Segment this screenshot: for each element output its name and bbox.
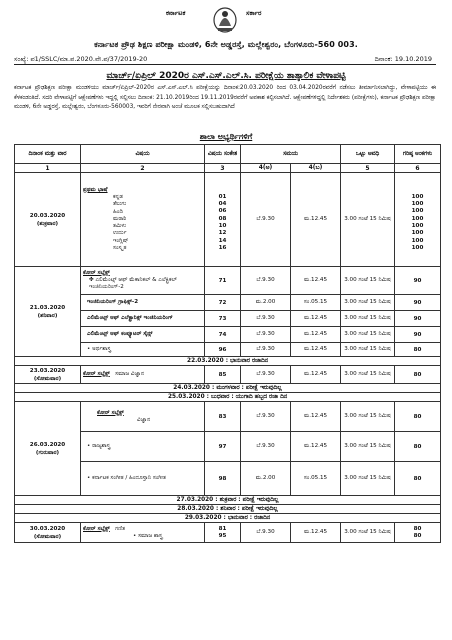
issue-date: ದಿನಾಂಕ: 19.10.2019 xyxy=(374,55,432,63)
divider xyxy=(14,64,436,65)
code: 04 xyxy=(218,201,227,208)
table-row xyxy=(15,267,441,295)
code: 16 xyxy=(218,244,227,251)
code: 83 xyxy=(205,402,241,432)
duration: 3.00 ಗಂಟೆ 15 ನಿಮಿಷ xyxy=(341,523,395,543)
marks: 100 xyxy=(411,215,424,222)
notice-paragraph: ಕರ್ನಾಟಕ ಪ್ರೌಢಶಿಕ್ಷಣ ಪರೀಕ್ಷಾ ಮಂಡಳಿಯು ಮಾರ್ಚ್/ಏಪ್ರಿಲ್-2020ರ ಎಸ್.ಎಸ್.ಎಲ್.ಸಿ ಪರೀಕ್ಷೆಯನ್ನು ದಿನಾಂಕ:20.03.2020 ರಿಂದ 03.04.2020ರವರೆಗೆ ನಡೆಸಲು ತೀರ್ಮಾನಿಸಲಾಗಿದ್ದು, ವೇಳಾಪಟ್ಟಿಯು ಈ ಕೆಳಕಂಡಂತಿದೆ. ಸದರಿ ವೇಳಾಪಟ್ಟಿಗೆ ಆಕ್ಷೇಪಣೆಗಳು ಇದ್ದಲ್ಲಿ ಸಲ್ಲಿಸಲು ದಿನಾಂಕ: 21.10.2019ರಿಂದ 19.11.2019ರವರೆಗೆ ಅವಕಾಶ ಕಲ್ಪಿಸಲಾಗಿದೆ. ಆಕ್ಷೇಪಣೆಗಳಿದ್ದಲ್ಲಿ ನಿರ್ದೇಶಕರು (ಪರೀಕ್ಷೆಗಳು), ಕರ್ನಾಟಕ ಪ್ರೌಢಶಿಕ್ಷಣ ಪರೀಕ್ಷಾ ಮಂಡಳಿ, 6ನೇ ಅಡ್ಡರಸ್ತೆ, ಮಲ್ಲೇಶ್ವರಂ, ಬೆಂಗಳೂರು-560003, ಇವರಿಗೆ ನೇರವಾಗಿ ಅಂಚೆ ಮೂಲಕ ಸಲ್ಲಿಸಬಹುದಾಗಿದೆ xyxy=(14,85,436,111)
table-row xyxy=(15,173,441,267)
holiday-text: 24.03.2020 : ಮಂಗಳವಾರ : ಪರೀಕ್ಷೆ ಇರುವುದಿಲ್ಲ xyxy=(15,384,441,393)
subject-cell xyxy=(81,173,205,267)
subject-cell xyxy=(81,267,205,295)
marks: 90 xyxy=(395,295,441,311)
col-num: 4(ಅ) xyxy=(241,164,291,173)
date-cell xyxy=(15,402,81,496)
end-time: ಸಂ.05.15 xyxy=(291,462,341,496)
start-time: ಬೆ.9.30 xyxy=(241,366,291,384)
subject-cell xyxy=(81,366,205,384)
holiday-text: 28.03.2020 : ಶನಿವಾರ : ಪರೀಕ್ಷೆ ಇರುವುದಿಲ್ಲ xyxy=(15,505,441,514)
table-row xyxy=(15,523,441,543)
holiday-row xyxy=(15,514,441,523)
subject: ಇಂಗ್ಲಿಷ್ xyxy=(113,237,129,244)
code: 06 xyxy=(218,208,227,215)
marks: 80 xyxy=(413,532,422,539)
code: 73 xyxy=(205,311,241,327)
end-time: ಮ.12.45 xyxy=(291,523,341,543)
code: 71 xyxy=(205,267,241,295)
marks-cell xyxy=(395,523,441,543)
marks: 100 xyxy=(411,208,424,215)
day: (ಶುಕ್ರವಾರ) xyxy=(36,220,59,227)
state-emblem-icon xyxy=(210,4,240,34)
marks: 80 xyxy=(413,525,422,532)
day: (ಗುರುವಾರ) xyxy=(35,449,60,456)
start-time: ಬೆ.9.30 xyxy=(241,523,291,543)
reference-number: ಸಂಖ್ಯೆ: ಪ1/SSLC/ಮಾ.ಪ.2020.ವೇ.ಪ/37/2019-20 xyxy=(14,55,148,63)
section-subtitle: ಶಾಲಾ ಅಭ್ಯರ್ಥಿಗಳಿಗೆ xyxy=(199,132,253,141)
marks: 90 xyxy=(395,267,441,295)
holiday-text: 22.03.2020 : ಭಾನುವಾರ ರಜಾದಿನ xyxy=(15,357,441,366)
start-time: ಬೆ.9.30 xyxy=(241,311,291,327)
duration: 3.00 ಗಂಟೆ 15 ನಿಮಿಷ xyxy=(341,327,395,343)
date: 23.03.2020 xyxy=(29,367,66,374)
government-label-left: ಕರ್ನಾಟಕ xyxy=(166,9,186,17)
subject: ✤ ಎಲಿಮೆಂಟ್ಸ್ ಆಫ್ ಮೆಕಾನಿಕಲ್ & ಎಲೆಕ್ಟ್ರಿಕಲ್ ಇಂಜಿನಿಯರಿಂಗ್-2 xyxy=(89,277,177,290)
code: 74 xyxy=(205,327,241,343)
code: 96 xyxy=(205,343,241,357)
subject: ತಮಿಳು xyxy=(113,223,127,230)
marks: 80 xyxy=(395,402,441,432)
subject: • ಅರ್ಥಶಾಸ್ತ್ರ xyxy=(81,343,205,357)
subject: ಹಿಂದಿ xyxy=(113,208,123,215)
col-num: 5 xyxy=(341,164,395,173)
holiday-row xyxy=(15,496,441,505)
header-subject: ವಿಷಯ xyxy=(81,145,205,164)
marks: 100 xyxy=(411,201,424,208)
duration: 3.00 ಗಂಟೆ 15 ನಿಮಿಷ xyxy=(341,462,395,496)
duration: 3.00 ಗಂಟೆ 15 ನಿಮಿಷ xyxy=(341,402,395,432)
day: (ಶನಿವಾರ) xyxy=(37,312,58,319)
marks: 100 xyxy=(411,244,424,251)
date: 21.03.2020 xyxy=(29,304,66,311)
end-time: ಸಂ.05.15 xyxy=(291,295,341,311)
document-title: ಮಾರ್ಚ್/ಏಪ್ರಿಲ್ 2020ರ ಎಸ್.ಎಸ್.ಎಲ್.ಸಿ. ಪರೀಕ್ಷೆಯ ತಾತ್ಕಾಲಿಕ ವೇಳಾಪಟ್ಟಿ xyxy=(106,71,346,81)
section-heading: ಕೋರ್ ಸಬ್ಜೆಕ್ಟ್ xyxy=(83,270,110,276)
marks: 100 xyxy=(411,237,424,244)
col-num: 4(ಬ) xyxy=(291,164,341,173)
col-num: 6 xyxy=(395,164,441,173)
code: 08 xyxy=(218,215,227,222)
header-time: ಸಮಯ xyxy=(241,145,341,164)
table-row xyxy=(15,366,441,384)
government-label-right: ಸರ್ಕಾರ xyxy=(246,9,262,17)
subject-cell xyxy=(81,402,205,432)
subject: ಕನ್ನಡ xyxy=(113,193,123,200)
date-cell xyxy=(15,173,81,267)
marks-cell xyxy=(395,173,441,267)
date-cell xyxy=(15,267,81,357)
code: 14 xyxy=(218,237,227,244)
col-num: 1 xyxy=(15,164,81,173)
duration: 3.00 ಗಂಟೆ 15 ನಿಮಿಷ xyxy=(341,173,395,267)
table-row xyxy=(15,402,441,432)
marks: 100 xyxy=(411,193,424,200)
subject: ಉರ್ದು xyxy=(113,230,127,237)
start-time: ಬೆ.9.30 xyxy=(241,402,291,432)
end-time: ಮ.12.45 xyxy=(291,343,341,357)
section-heading: ಪ್ರಥಮ ಭಾಷೆ xyxy=(83,186,108,193)
table-header-row xyxy=(15,145,441,164)
code-cell xyxy=(205,173,241,267)
header-marks: ಗರಿಷ್ಠ ಅಂಕಗಳು xyxy=(395,145,441,164)
subject: ಎಲಿಮೆಂಟ್ಸ್ ಆಫ್ ಎಲೆಕ್ಟ್ರಾನಿಕ್ಸ್ ಇಂಜಿನಿಯರಿಂಗ್ xyxy=(81,311,205,327)
code: 95 xyxy=(218,532,227,539)
subject: ಇಂಜಿನಿಯರಿಂಗ್ ಗ್ರಾಫಿಕ್ಸ್-2 xyxy=(81,295,205,311)
marks: 100 xyxy=(411,223,424,229)
end-time: ಮ.12.45 xyxy=(291,366,341,384)
marks: 80 xyxy=(395,432,441,462)
col-num: 3 xyxy=(205,164,241,173)
start-time: ಮ.2.00 xyxy=(241,295,291,311)
holiday-row xyxy=(15,505,441,514)
timetable xyxy=(14,144,441,543)
subject: ಸಮಾಜ ವಿಜ್ಞಾನ xyxy=(115,371,145,377)
marks: 80 xyxy=(395,462,441,496)
marks: 90 xyxy=(395,327,441,343)
column-number-row xyxy=(15,164,441,173)
subject: ಸಂಸ್ಕೃತ xyxy=(113,245,127,252)
date: 20.03.2020 xyxy=(29,212,66,219)
code: 01 xyxy=(218,193,227,200)
start-time: ಬೆ.9.30 xyxy=(241,343,291,357)
code: 72 xyxy=(205,295,241,311)
end-time: ಮ.12.45 xyxy=(291,267,341,295)
subject: ಮರಾಠಿ xyxy=(113,215,127,222)
board-address: ಕರ್ನಾಟಕ ಪ್ರೌಢ ಶಿಕ್ಷಣ ಪರೀಕ್ಷಾ ಮಂಡಳಿ, 6ನೇ ಅಡ್ಡರಸ್ತೆ, ಮಲ್ಲೇಶ್ವರಂ, ಬೆಂಗಳೂರು-560 003. xyxy=(94,40,358,49)
duration: 3.00 ಗಂಟೆ 15 ನಿಮಿಷ xyxy=(341,267,395,295)
subject: • ರಾಜ್ಯಶಾಸ್ತ್ರ xyxy=(81,432,205,462)
date: 26.03.2020 xyxy=(29,441,66,448)
code: 10 xyxy=(218,223,227,229)
start-time: ಬೆ.9.30 xyxy=(241,327,291,343)
subject: • ಸಮಾಜ ಶಾಸ್ತ್ರ xyxy=(133,532,163,539)
date: 30.03.2020 xyxy=(29,525,66,532)
day: (ಸೋಮವಾರ) xyxy=(33,533,62,540)
subject: ಗಣಿತ xyxy=(115,525,126,532)
holiday-text: 25.03.2020 : ಬುಧವಾರ : ಯುಗಾದಿ ಹಬ್ಬದ ರಜಾ ದಿನ xyxy=(15,393,441,402)
holiday-text: 27.03.2020 : ಶುಕ್ರವಾರ : ಪರೀಕ್ಷೆ ಇರುವುದಿಲ್ಲ xyxy=(15,496,441,505)
section-heading: ಕೋರ್ ಸಬ್ಜೆಕ್ಟ್ xyxy=(83,371,110,377)
marks: 80 xyxy=(395,366,441,384)
duration: 3.00 ಗಂಟೆ 15 ನಿಮಿಷ xyxy=(341,311,395,327)
subject: ತೆಲುಗು xyxy=(113,201,127,208)
end-time: ಮ.12.45 xyxy=(291,402,341,432)
date-cell xyxy=(15,523,81,543)
reference-row xyxy=(14,55,432,64)
start-time: ಬೆ.9.30 xyxy=(241,173,291,267)
start-time: ಬೆ.9.30 xyxy=(241,267,291,295)
end-time: ಮ.12.45 xyxy=(291,327,341,343)
section-heading: ಕೋರ್ ಸಬ್ಜೆಕ್ಟ್ xyxy=(97,409,124,416)
duration: 3.00 ಗಂಟೆ 15 ನಿಮಿಷ xyxy=(341,366,395,384)
subject-cell xyxy=(81,523,205,543)
header-date: ದಿನಾಂಕ ಮತ್ತು ವಾರ xyxy=(15,145,81,164)
marks: 80 xyxy=(395,343,441,357)
col-num: 2 xyxy=(81,164,205,173)
section-heading: ಕೋರ್ ಸಬ್ಜೆಕ್ಟ್ xyxy=(83,525,110,532)
holiday-row xyxy=(15,384,441,393)
code: 98 xyxy=(205,462,241,496)
duration: 3.00 ಗಂಟೆ 15 ನಿಮಿಷ xyxy=(341,295,395,311)
holiday-text: 29.03.2020 : ಭಾನುವಾರ : ರಜಾದಿನ xyxy=(15,514,441,523)
date-cell xyxy=(15,366,81,384)
marks: 90 xyxy=(395,311,441,327)
subject-list xyxy=(83,194,202,252)
code: 81 xyxy=(218,525,227,532)
end-time: ಮ.12.45 xyxy=(291,432,341,462)
code: 85 xyxy=(205,366,241,384)
code-cell xyxy=(205,523,241,543)
duration: 3.00 ಗಂಟೆ 15 ನಿಮಿಷ xyxy=(341,432,395,462)
code: 97 xyxy=(205,432,241,462)
holiday-row xyxy=(15,393,441,402)
code: 12 xyxy=(218,230,227,237)
marks: 100 xyxy=(411,230,424,237)
header-code: ವಿಷಯ ಸಂಕೇತ xyxy=(205,145,241,164)
start-time: ಮ.2.00 xyxy=(241,462,291,496)
end-time: ಮ.12.45 xyxy=(291,311,341,327)
header-duration: ಒಟ್ಟು ಅವಧಿ xyxy=(341,145,395,164)
subject: • ಕರ್ನಾಟಕ ಸಂಗೀತ / ಹಿಂದೂಸ್ತಾನಿ ಸಂಗೀತ xyxy=(81,462,205,496)
day: (ಸೋಮವಾರ) xyxy=(33,375,62,382)
subject: ವಿಜ್ಞಾನ xyxy=(137,416,151,423)
duration: 3.00 ಗಂಟೆ 15 ನಿಮಿಷ xyxy=(341,343,395,357)
start-time: ಬೆ.9.30 xyxy=(241,432,291,462)
holiday-row xyxy=(15,357,441,366)
subject: ಎಲಿಮೆಂಟ್ಸ್ ಆಫ್ ಕಂಪ್ಯೂಟರ್ ಸೈನ್ಸ್ xyxy=(81,327,205,343)
end-time: ಮ.12.45 xyxy=(291,173,341,267)
